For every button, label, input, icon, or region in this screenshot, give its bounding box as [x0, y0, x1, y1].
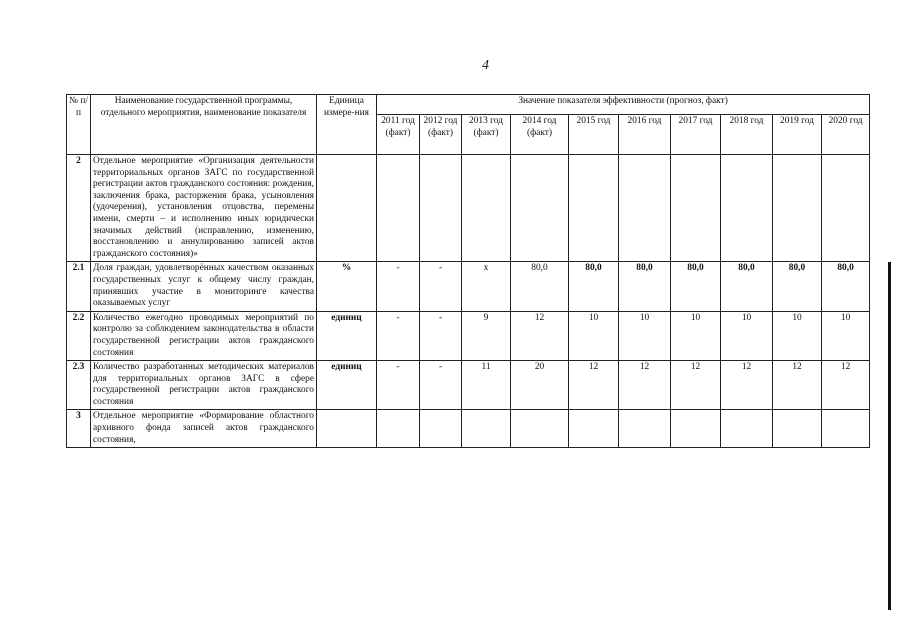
value-cell: 12 — [569, 361, 619, 410]
header-row — [67, 95, 870, 115]
value-cell: - — [377, 361, 420, 410]
row-name: Доля граждан, удовлетворённых качеством оказанных государственных услуг к общему числу граждан, принявших участие в мониторинге качества оказываемых услуг — [91, 262, 317, 311]
value-cell: 20 — [511, 361, 569, 410]
page-number: 4 — [482, 58, 489, 73]
value-cell — [773, 410, 822, 448]
value-cell: 80,0 — [721, 262, 773, 311]
value-cell — [511, 155, 569, 262]
row-unit: % — [317, 262, 377, 311]
table-row — [67, 155, 870, 262]
indicators-table — [66, 94, 870, 448]
value-cell: 10 — [773, 311, 822, 360]
header-values: Значение показателя эффективности (прогноз, факт) — [377, 95, 870, 115]
value-cell — [377, 155, 420, 262]
value-cell: - — [377, 262, 420, 311]
header-year: 2017 год — [671, 115, 721, 155]
value-cell: 12 — [671, 361, 721, 410]
value-cell — [721, 410, 773, 448]
value-cell: х — [462, 262, 511, 311]
value-cell — [420, 155, 462, 262]
header-year: 2014 год (факт) — [511, 115, 569, 155]
row-unit — [317, 155, 377, 262]
value-cell: 12 — [511, 311, 569, 360]
value-cell — [569, 410, 619, 448]
value-cell: 10 — [569, 311, 619, 360]
value-cell — [822, 410, 870, 448]
value-cell — [619, 155, 671, 262]
header-year: 2013 год (факт) — [462, 115, 511, 155]
value-cell: 10 — [822, 311, 870, 360]
value-cell: 80,0 — [619, 262, 671, 311]
value-cell: 11 — [462, 361, 511, 410]
row-name: Количество ежегодно проводимых мероприятий по контролю за соблюдением законодательства в области государственной регистрации актов гражданского состояния — [91, 311, 317, 360]
header-number: № п/п — [67, 95, 91, 155]
value-cell — [773, 155, 822, 262]
value-cell: 9 — [462, 311, 511, 360]
value-cell — [671, 155, 721, 262]
table-row — [67, 410, 870, 448]
value-cell: 80,0 — [773, 262, 822, 311]
value-cell — [511, 410, 569, 448]
value-cell: 80,0 — [569, 262, 619, 311]
row-number: 2.3 — [67, 361, 91, 410]
header-year: 2019 год — [773, 115, 822, 155]
row-name: Отдельное мероприятие «Организация деятельности территориальных органов ЗАГС по государственной регистрации актов гражданского состояния: рождения, заключения брака, расторжения брака, усыновления (удочерения), установления отцовства, перемены имени, смерти – и исполнению иных юридически значимых действий (исправлению, изменению, восстановлению и аннулированию записей актов гражданского состояния)» — [91, 155, 317, 262]
header-year: 2011 год (факт) — [377, 115, 420, 155]
row-number: 2.2 — [67, 311, 91, 360]
row-unit — [317, 410, 377, 448]
value-cell: 10 — [721, 311, 773, 360]
row-name: Отдельное мероприятие «Формирование областного архивного фонда записей актов гражданского состояния, — [91, 410, 317, 448]
value-cell: 12 — [773, 361, 822, 410]
value-cell: 80,0 — [671, 262, 721, 311]
table-row — [67, 361, 870, 410]
value-cell — [569, 155, 619, 262]
value-cell — [671, 410, 721, 448]
value-cell: 10 — [619, 311, 671, 360]
value-cell: - — [420, 262, 462, 311]
value-cell — [420, 410, 462, 448]
row-number: 2 — [67, 155, 91, 262]
header-unit: Единица измере-ния — [317, 95, 377, 155]
row-unit: единиц — [317, 311, 377, 360]
value-cell — [377, 410, 420, 448]
row-name: Количество разработанных методических материалов для территориальных органов ЗАГС в сфере государственной регистрации актов гражданского состояния — [91, 361, 317, 410]
row-number: 2.1 — [67, 262, 91, 311]
value-cell: 12 — [721, 361, 773, 410]
value-cell — [619, 410, 671, 448]
header-year: 2015 год — [569, 115, 619, 155]
value-cell: 12 — [822, 361, 870, 410]
header-year: 2016 год — [619, 115, 671, 155]
value-cell: - — [420, 311, 462, 360]
table-row — [67, 311, 870, 360]
table-row — [67, 262, 870, 311]
header-year: 2018 год — [721, 115, 773, 155]
row-number: 3 — [67, 410, 91, 448]
page-bottom-margin — [0, 554, 905, 640]
header-year: 2020 год — [822, 115, 870, 155]
value-cell — [462, 410, 511, 448]
value-cell — [822, 155, 870, 262]
value-cell: 80,0 — [511, 262, 569, 311]
value-cell: 12 — [619, 361, 671, 410]
value-cell — [721, 155, 773, 262]
header-year: 2012 год (факт) — [420, 115, 462, 155]
value-cell: 10 — [671, 311, 721, 360]
value-cell: 80,0 — [822, 262, 870, 311]
value-cell: - — [377, 311, 420, 360]
row-unit: единиц — [317, 361, 377, 410]
scan-edge-mark — [888, 262, 891, 610]
header-name: Наименование государственной программы, отдельного мероприятия, наименование показателя — [91, 95, 317, 155]
value-cell — [462, 155, 511, 262]
value-cell: - — [420, 361, 462, 410]
